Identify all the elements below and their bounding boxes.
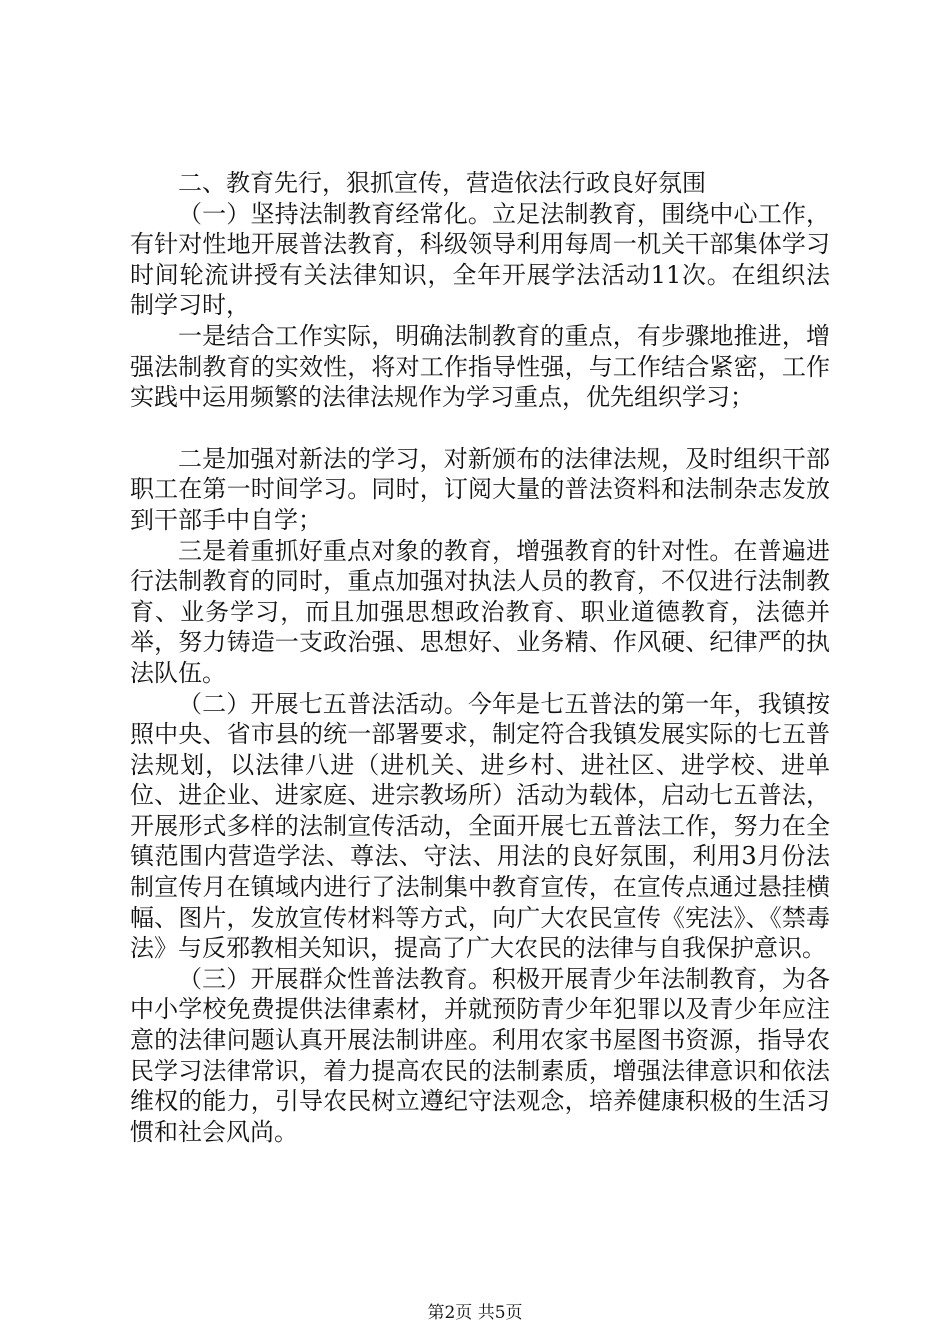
paragraph: 一是结合工作实际，明确法制教育的重点，有步骤地推进，增强法制教育的实效性，将对工作指导性强，与工作结合紧密，工作实践中运用频繁的法律法规作为学习重点，优先组织学习； (130, 321, 830, 412)
paragraph: （三）开展群众性普法教育。积极开展青少年法制教育，为各中小学校免费提供法律素材，并就预防青少年犯罪以及青少年应注意的法律问题认真开展法制讲座。利用农家书屋图书资源，指导农民学习法律常识，着力提高农民的法制素质，增强法律意识和依法维权的能力，引导农民树立遵纪守法观念，培养健康积极的生活习惯和社会风尚。 (130, 964, 830, 1146)
paragraph: 二是加强对新法的学习，对新颁布的法律法规，及时组织干部职工在第一时间学习。同时，订阅大量的普法资料和法制杂志发放到干部手中自学； (130, 444, 830, 534)
page-number-footer: 第2页 共5页 (427, 1303, 523, 1323)
document-body (130, 168, 830, 1147)
paragraph: 三是着重抓好重点对象的教育，增强教育的针对性。在普遍进行法制教育的同时，重点加强对执法人员的教育，不仅进行法制教育、业务学习，而且加强思想政治教育、职业道德教育，法德并举，努力铸造一支政治强、思想好、业务精、作风硬、纪律严的执法队伍。 (130, 536, 830, 687)
section-heading: 二、教育先行，狠抓宣传，营造依法行政良好氛围 (178, 169, 706, 197)
paragraph: （二）开展七五普法活动。今年是七五普法的第一年，我镇按照中央、省市县的统一部署要求，制定符合我镇发展实际的七五普法规划，以法律八进（进机关、进乡村、进社区、进学校、进单位、进企业、进家庭、进宗教场所）活动为载体，启动七五普法，开展形式多样的法制宣传活动，全面开展七五普法工作，努力在全镇范围内营造学法、尊法、守法、用法的良好氛围，利用3月份法制宣传月在镇域内进行了法制集中教育宣传，在宣传点通过悬挂横幅、图片，发放宣传材料等方式，向广大农民宣传《宪法》、《禁毒法》与反邪教相关知识，提高了广大农民的法律与自我保护意识。 (130, 689, 830, 963)
paragraph: （一）坚持法制教育经常化。立足法制教育，围绕中心工作，有针对性地开展普法教育，科级领导利用每周一机关干部集体学习时间轮流讲授有关法律知识，全年开展学法活动11次。在组织法制学习时， (130, 199, 830, 320)
